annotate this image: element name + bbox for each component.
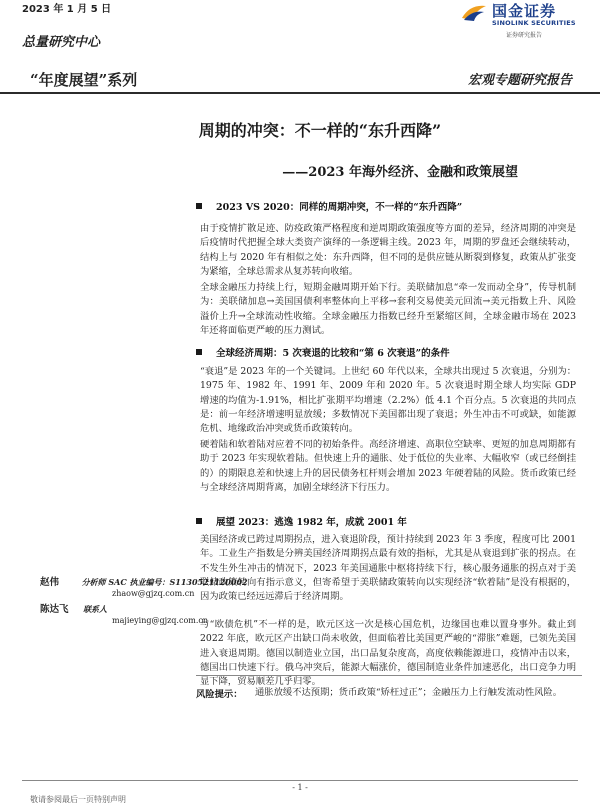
bullet-square-icon bbox=[196, 203, 202, 209]
report-subtitle: ——2023 年海外经济、金融和政策展望 bbox=[282, 165, 518, 180]
company-logo bbox=[460, 0, 588, 44]
risk-label: 风险提示： bbox=[196, 689, 243, 700]
paragraph: 硬着陆和软着陆对应着不同的初始条件。高经济增速、高职位空缺率、更短的加息周期都有助于 2023 年实现软着陆。但快速上升的通胀、处于低位的失业率、大幅收窄（或已经倒挂的）的期限息差和快速上升的居民债务杠杆则会增加 2023 年硬着陆的风险。货币政策已经与全球经济周期背离，加剧全球经济下行压力。 bbox=[200, 439, 576, 493]
logo-english: SINOLINK SECURITIES bbox=[492, 19, 576, 27]
footer-disclaimer: 敬请参阅最后一页特别声明 bbox=[30, 795, 126, 804]
paragraph: “衰退”是 2023 年的一个关键词。上世纪 60 年代以来，全球共出现过 5 次衰退，分别为：1975 年、1982 年、1991 年、2009 年和 2020 年。5 次衰退时期全球人均实际 GDP 增速的均值为-1.91%，相比扩张期平均增速（2.2%）低 4.1 个百分点。5 次衰退的共同点是：前一年经济增速明显放缓；多数情况下美国都出现了衰退；外生冲击不可或缺，如能源危机、地缘政治冲突或货币政策转向。 bbox=[200, 366, 576, 435]
risk-text: 通胀放缓不达预期；货币政策“矫枉过正”；金融压力上行触发流动性风险。 bbox=[255, 687, 563, 698]
bullet-square-icon bbox=[196, 518, 202, 524]
author-role: 联系人 bbox=[83, 604, 108, 614]
section-heading bbox=[196, 514, 407, 528]
report-series: “年度展望”系列 bbox=[30, 71, 138, 89]
logo-tagline: 证券研究报告 bbox=[506, 32, 543, 39]
report-type: 宏观专题研究报告 bbox=[467, 73, 572, 88]
report-date: 2023 年 1 月 5 日 bbox=[22, 4, 112, 15]
author-email[interactable]: zhaow@gjzq.com.cn bbox=[112, 589, 195, 598]
department-name: 总量研究中心 bbox=[22, 35, 101, 50]
bullet-square-icon bbox=[196, 349, 202, 355]
author-name: 陈达飞 bbox=[40, 604, 69, 615]
logo-name: 国金证券 bbox=[492, 2, 557, 20]
author-role: 分析师 SAC 执业编号：S1130521120002 bbox=[81, 577, 248, 587]
header-divider bbox=[0, 92, 600, 94]
section-heading bbox=[196, 199, 462, 213]
paragraph: 与“欧债危机”不一样的是，欧元区这一次是核心国危机，边缘国也难以置身事外。截止到 2022 年底，欧元区产出缺口尚未收敛，但面临着比美国更严峻的“滞胀”难题，已领先美国进入衰退周期。德国以制造业立国，出口品复杂度高，高度依赖能源进口，疫情冲击以来，德国出口快速下行。俄乌冲突后，能源大幅涨价，德国制造业条件加速恶化，出口竞争力明显下降，贸易顺差几乎归零。 bbox=[200, 619, 576, 688]
section-heading-text: 2023 VS 2020：同样的周期冲突，不一样的“东升西降” bbox=[216, 202, 463, 213]
page-number: - 1 - bbox=[292, 783, 308, 792]
paragraph: 美国经济或已跨过周期拐点，进入衰退阶段，预计持续到 2023 年 3 季度，程度可比 2001 年。工业生产指数是分辨美国经济周期拐点最有效的指标，尤其是从衰退到扩张的拐点。在不发生外生冲击的情况下，2023 年美国通胀中枢将持续下行，核心服务通胀的拐点对于美联储政策转向有指示意义，但寄希望于美联储政策转向以实现经济“软着陆”是没有根据的，因为政策已经远远滞后于经济周期。 bbox=[200, 534, 576, 603]
section-heading-text: 展望 2023：逃逸 1982 年，成就 2001 年 bbox=[216, 517, 407, 528]
author-block bbox=[40, 604, 208, 626]
author-name: 赵伟 bbox=[40, 577, 60, 588]
author-block bbox=[40, 577, 248, 599]
footer-divider bbox=[22, 780, 578, 781]
section-heading-text: 全球经济周期：5 次衰退的比较和“第 6 次衰退”的条件 bbox=[216, 348, 450, 359]
author-email[interactable]: majieying@gjzq.com.cn bbox=[112, 616, 209, 625]
report-title: 周期的冲突：不一样的“东升西降” bbox=[198, 121, 442, 140]
logo-mark-icon bbox=[460, 2, 488, 22]
risk-divider bbox=[196, 675, 582, 676]
section-heading bbox=[196, 345, 450, 359]
paragraph: 由于疫情扩散足迹、防疫政策严格程度和逆周期政策强度等方面的差异，经济周期的冲突是后疫情时代把握全球大类资产演绎的一条逻辑主线。2023 年，周期的罗盘还会继续转动，结构上与 2020 年有相似之处：东升西降，但不同的是供应链从断裂到修复，政策从扩张变为紧缩，全球总需求从复苏转向收缩。 bbox=[200, 223, 576, 277]
paragraph: 全球金融压力持续上行，短期金融周期开始下行。美联储加息“牵一发而动全身”，传导机制为：美联储加息→美国国债利率整体向上平移→套利交易使美元回流→美元指数上升、风险溢价上升→全球流动性收缩。全球金融压力指数已经升至紧缩区间，全球金融市场在 2023 年还将面临更严峻的压力测试。 bbox=[200, 282, 576, 336]
